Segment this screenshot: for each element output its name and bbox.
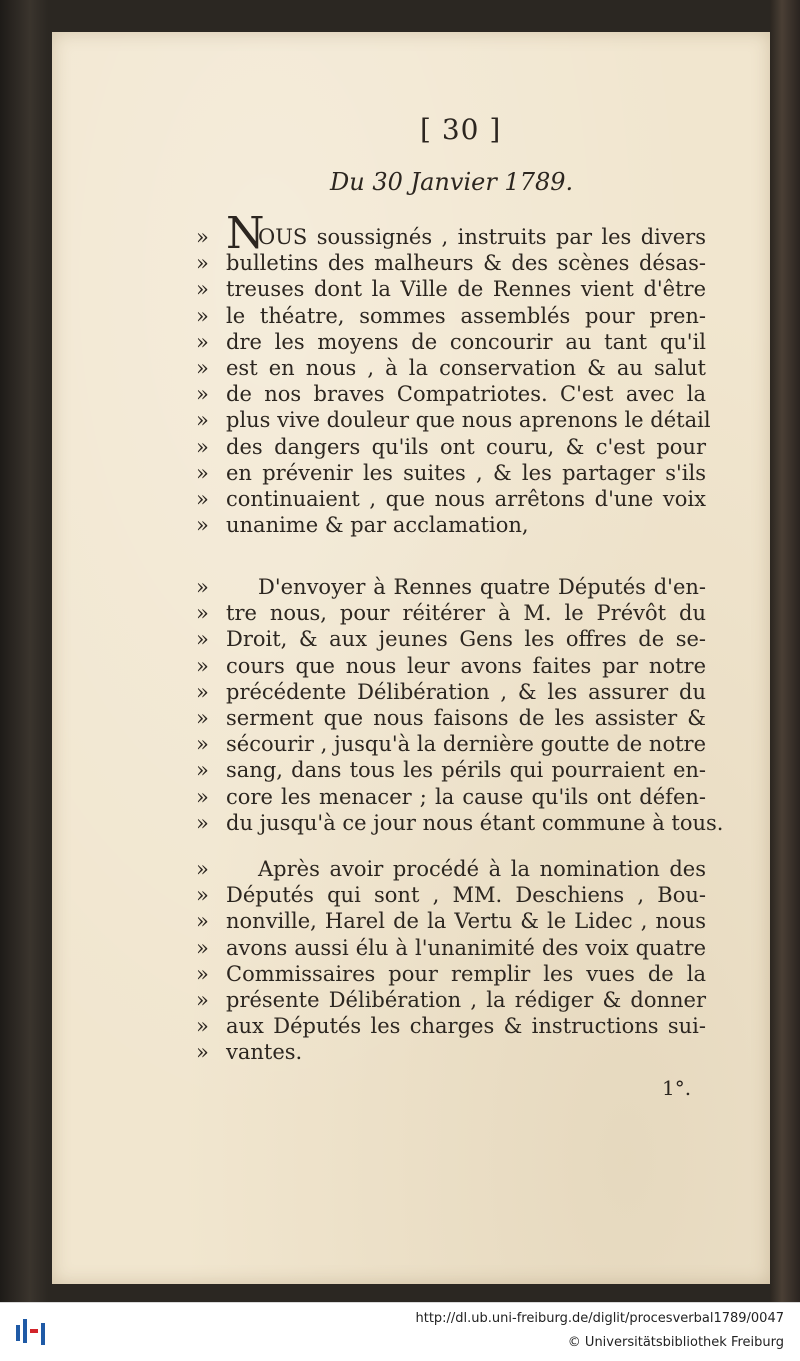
line-text: vantes. [226, 1040, 303, 1065]
date-heading: Du 30 Janvier 1789. [330, 168, 574, 196]
quote-mark: » [196, 408, 209, 433]
text-line [196, 512, 706, 538]
document-url[interactable]: http://dl.ub.uni-freiburg.de/diglit/procesverbal1789/0047 [415, 1311, 784, 1326]
text-line [196, 679, 706, 705]
text-line [196, 784, 706, 810]
line-text: D'envoyer à Rennes quatre Députés d'en- [258, 575, 706, 599]
line-text: plus vive douleur que nous aprenons le détail [226, 408, 711, 433]
quote-mark: » [196, 1014, 209, 1039]
quote-mark: » [196, 601, 209, 626]
quote-mark: » [196, 653, 209, 678]
quote-mark: » [196, 513, 209, 538]
quote-mark: » [196, 909, 209, 934]
line-text: dre les moyens de concourir au tant qu'il [226, 329, 706, 354]
text-line [196, 908, 706, 934]
text-line [196, 935, 706, 961]
line-text: avons aussi élu à l'unanimité des voix quatre [226, 935, 706, 960]
quote-mark: » [196, 303, 209, 328]
text-line [196, 574, 706, 600]
drop-cap: N [226, 208, 265, 259]
line-text: cours que nous leur avons faites par notre [226, 653, 706, 678]
line-text: core les menacer ; la cause qu'ils ont défen- [226, 784, 706, 809]
line-text: Après avoir procédé à la nomination des [258, 857, 706, 881]
quote-mark: » [196, 883, 209, 908]
quote-mark: » [196, 784, 209, 809]
line-text: Députés qui sont , MM. Deschiens , Bou- [226, 883, 706, 908]
quote-mark: » [196, 988, 209, 1012]
text-line [196, 705, 706, 731]
line-text: de nos braves Compatriotes. C'est avec la [226, 382, 706, 407]
line-text: le théatre, sommes assemblés pour pren- [226, 303, 706, 328]
line-text: nonville, Harel de la Vertu & le Lidec , nous [226, 909, 706, 934]
line-text: en prévenir les suites , & les partager s'ils [226, 460, 706, 485]
text-line [196, 1039, 706, 1065]
quote-mark: » [196, 1040, 209, 1065]
page-number: [ 30 ] [420, 113, 502, 146]
text-line [196, 856, 706, 882]
line-text: des dangers qu'ils ont couru, & c'est pour [226, 434, 706, 459]
line-text: treuses dont la Ville de Rennes vient d'être [226, 277, 706, 302]
line-text: Commissaires pour remplir les vues de la [226, 961, 706, 986]
text-line [196, 961, 706, 987]
quote-mark: » [196, 434, 209, 459]
line-text: Droit, & aux jeunes Gens les offres de se- [226, 627, 706, 652]
quote-mark: » [196, 732, 209, 757]
line-text: présente Délibération , la rédiger & donner [226, 988, 706, 1012]
text-line [196, 434, 706, 460]
text-line [196, 276, 706, 302]
quote-mark: » [196, 225, 209, 249]
text-line [196, 731, 706, 757]
text-line [196, 626, 706, 652]
quote-mark: » [196, 575, 209, 599]
library-logo-icon [14, 1315, 48, 1349]
text-line [196, 987, 706, 1013]
quote-mark: » [196, 758, 209, 783]
text-line [196, 303, 706, 329]
quote-mark: » [196, 277, 209, 302]
quote-mark: » [196, 460, 209, 485]
text-line [196, 882, 706, 908]
viewer-footer [0, 1302, 800, 1361]
line-text: aux Députés les charges & instructions sui- [226, 1014, 706, 1039]
text-line [196, 653, 706, 679]
line-text: du jusqu'à ce jour nous étant commune à tous. [226, 810, 724, 835]
line-text: serment que nous faisons de les assister & [226, 706, 706, 730]
text-line [196, 329, 706, 355]
quote-mark: » [196, 382, 209, 407]
line-text: sang, dans tous les périls qui pourraient en- [226, 758, 706, 783]
line-text: continuaient , que nous arrêtons d'une voix [226, 487, 706, 511]
quote-mark: » [196, 961, 209, 986]
quote-mark: » [196, 706, 209, 730]
book-gutter [770, 0, 800, 1302]
text-line [196, 355, 706, 381]
text-line [196, 1013, 706, 1039]
line-text: unanime & par acclamation, [226, 513, 529, 538]
line-text: est en nous , à la conservation & au salut [226, 356, 706, 380]
quote-mark: » [196, 679, 209, 704]
copyright-notice: © Universitätsbibliothek Freiburg [567, 1335, 784, 1350]
text-line [196, 600, 706, 626]
quote-mark: » [196, 810, 209, 835]
quote-mark: » [196, 935, 209, 960]
text-line [196, 407, 711, 433]
quote-mark: » [196, 627, 209, 652]
text-line [196, 460, 706, 486]
quote-mark: » [196, 329, 209, 354]
line-text: sécourir , jusqu'à la dernière goutte de notre [226, 732, 706, 757]
text-line [196, 224, 706, 250]
line-text: tre nous, pour réitérer à M. le Prévôt du [226, 601, 706, 626]
line-text: bulletins des malheurs & des scènes désas- [226, 251, 706, 276]
quote-mark: » [196, 487, 209, 511]
line-text: OUS soussignés , instruits par les divers [258, 225, 706, 249]
text-line [196, 810, 724, 836]
text-line [196, 381, 706, 407]
text-line [196, 250, 706, 276]
text-line [196, 486, 706, 512]
text-line [196, 757, 706, 783]
quote-mark: » [196, 857, 209, 881]
catchword: 1°. [662, 1076, 692, 1100]
quote-mark: » [196, 356, 209, 380]
line-text: précédente Délibération , & les assurer du [226, 679, 706, 704]
quote-mark: » [196, 251, 209, 276]
